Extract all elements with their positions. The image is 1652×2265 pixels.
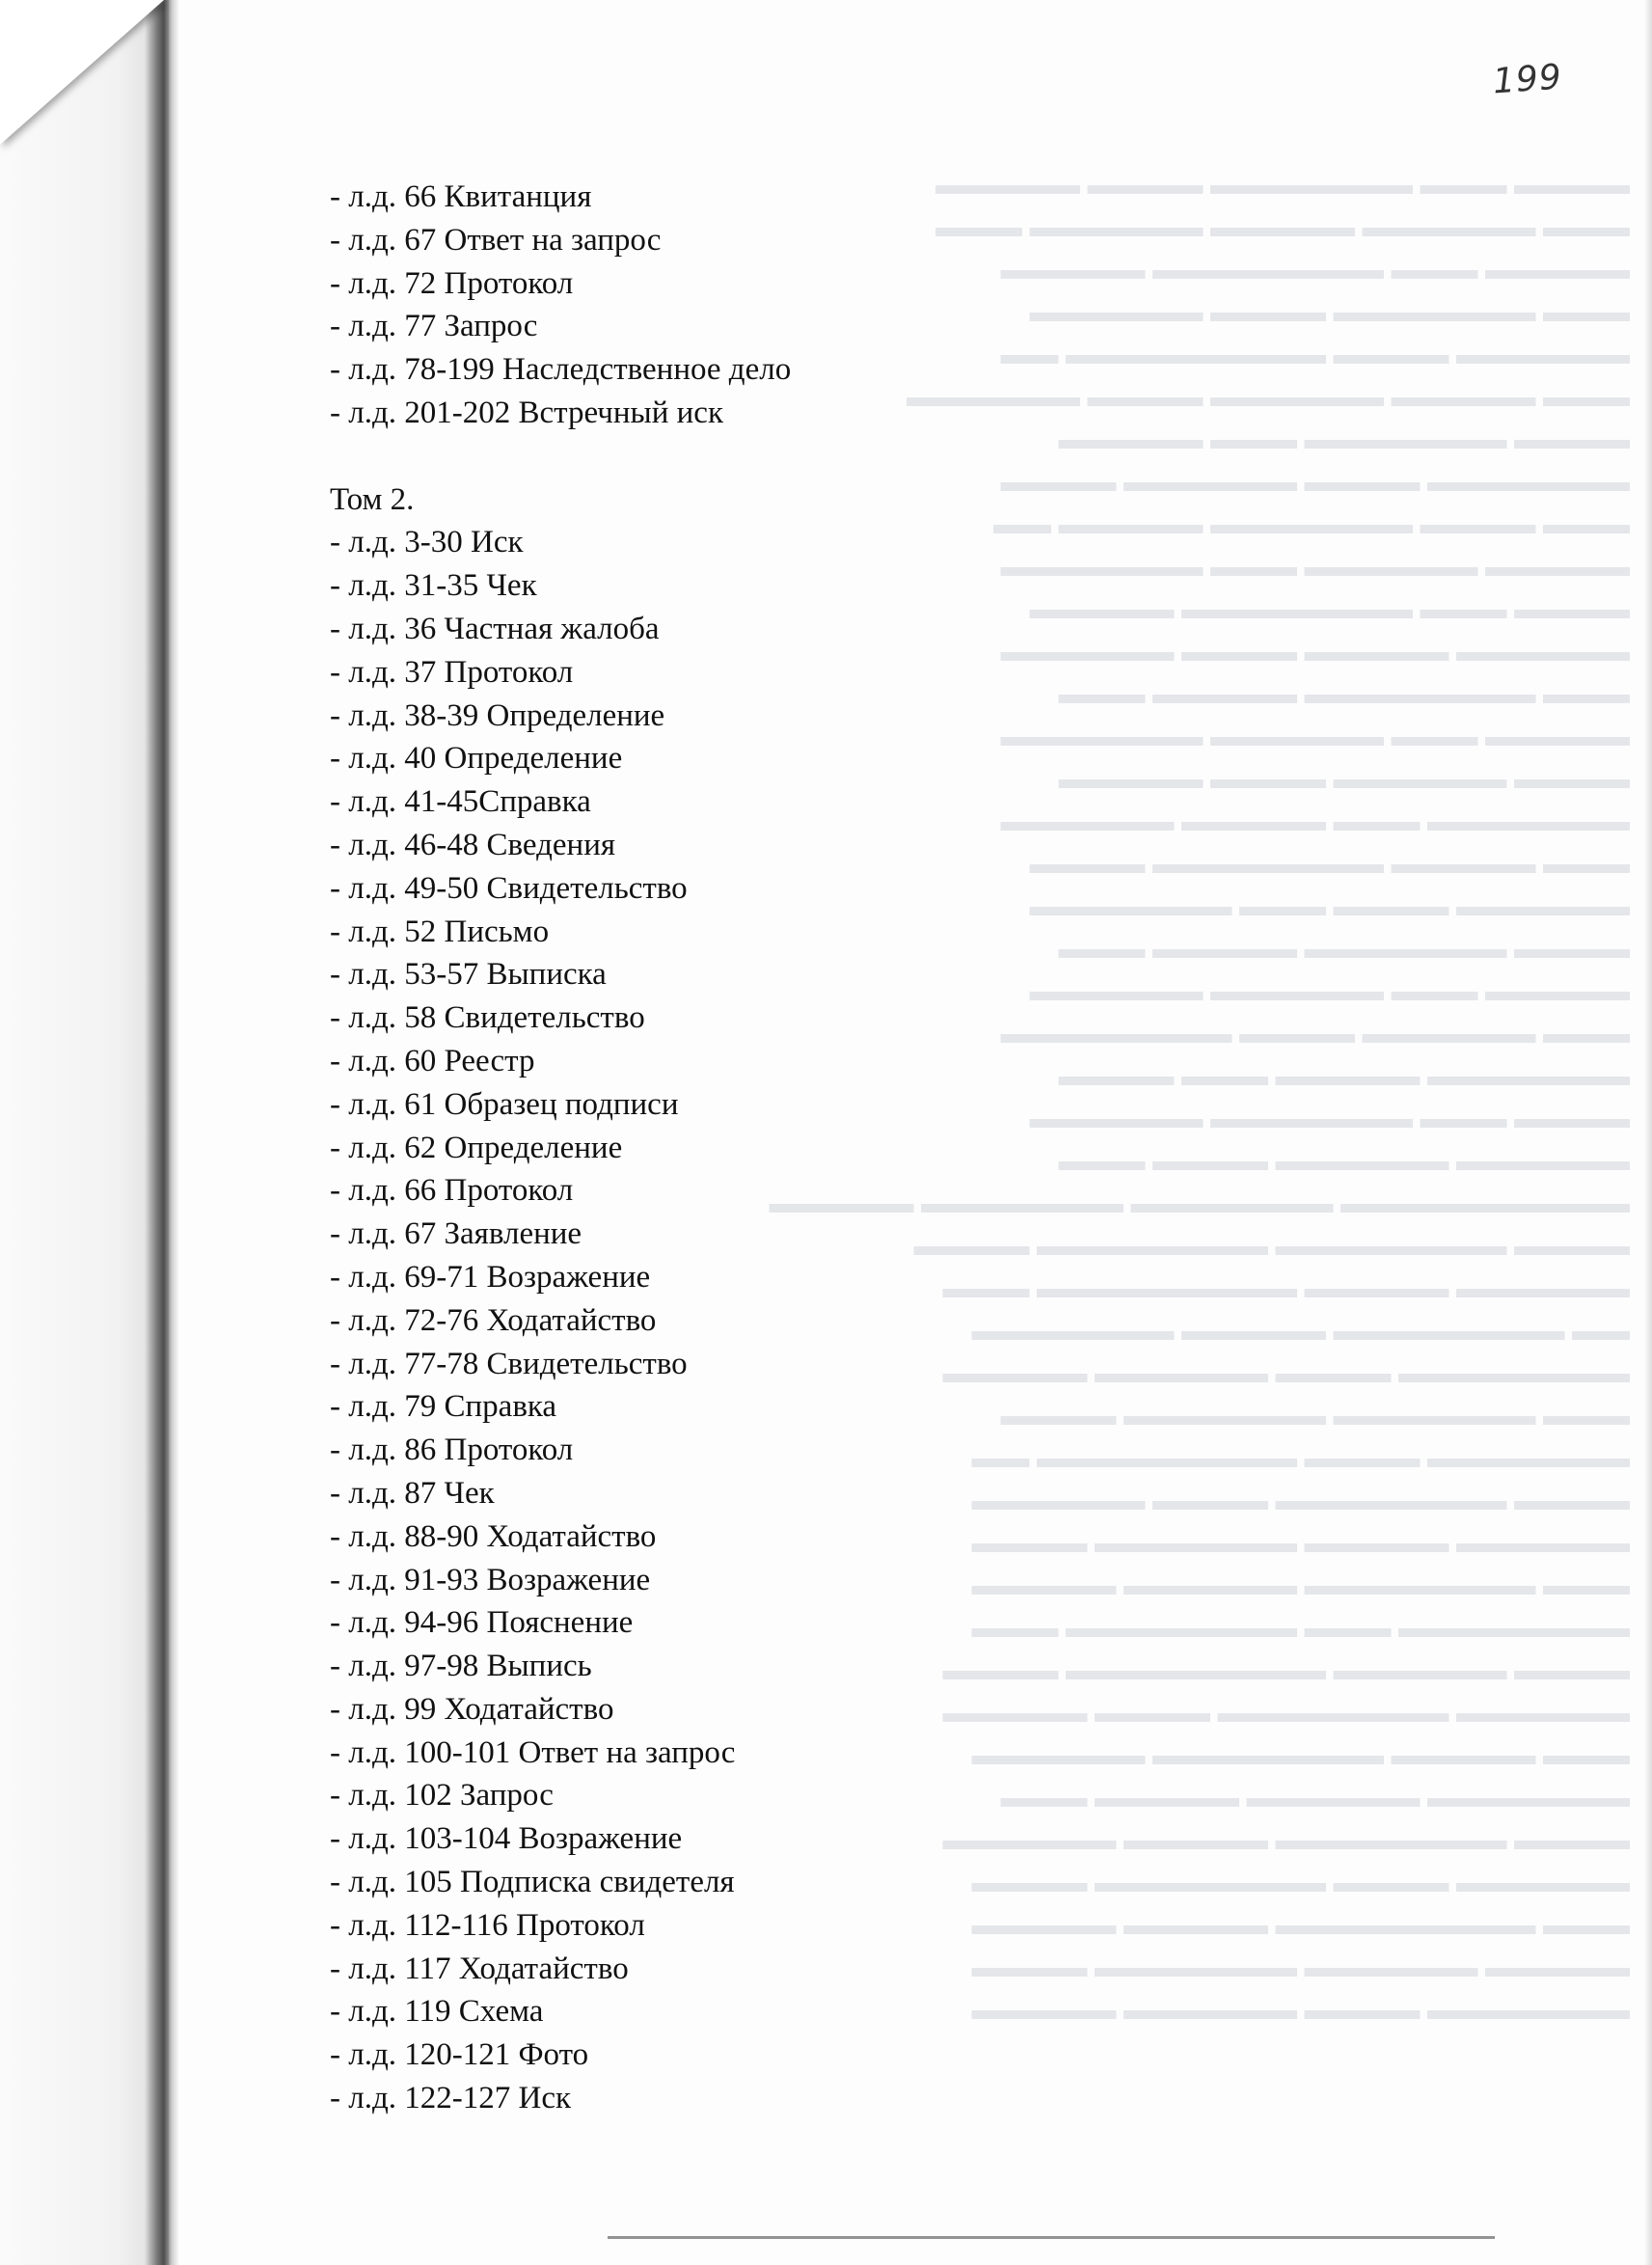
list-item: - л.д. 41-45Справка — [330, 784, 591, 820]
list-item: - л.д. 120-121 Фото — [330, 2037, 589, 2073]
list-item: - л.д. 40 Определение — [330, 741, 623, 777]
list-item: - л.д. 31-35 Чек — [330, 568, 537, 604]
list-item: - л.д. 69-71 Возражение — [330, 1259, 651, 1295]
folded-corner — [0, 0, 164, 145]
document-body — [330, 176, 1294, 2120]
list-item: - л.д. 103-104 Возражение — [330, 1821, 683, 1857]
list-item: - л.д. 66 Квитанция — [330, 179, 592, 214]
list-item: - л.д. 67 Заявление — [330, 1216, 582, 1252]
list-item: - л.д. 53-57 Выписка — [330, 957, 607, 993]
scan-bottom-edge — [608, 2236, 1495, 2239]
list-item: - л.д. 72 Протокол — [330, 265, 574, 301]
list-item: - л.д. 38-39 Определение — [330, 697, 665, 733]
handwritten-page-number: 199 — [1491, 57, 1564, 102]
list-item: - л.д. 86 Протокол — [330, 1433, 574, 1468]
list-item: - л.д. 112-116 Протокол — [330, 1907, 645, 1943]
list-item: - л.д. 37 Протокол — [330, 654, 574, 690]
list-item: - л.д. 201-202 Встречный иск — [330, 395, 723, 430]
list-item: - л.д. 46-48 Сведения — [330, 827, 616, 862]
spacer — [330, 435, 1294, 478]
list-item: - л.д. 62 Определение — [330, 1130, 623, 1165]
list-item: - л.д. 94-96 Пояснение — [330, 1605, 634, 1641]
list-item: - л.д. 102 Запрос — [330, 1778, 554, 1814]
list-item: - л.д. 91-93 Возражение — [330, 1562, 651, 1597]
list-item: - л.д. 66 Протокол — [330, 1173, 574, 1209]
list-item: - л.д. 99 Ходатайство — [330, 1691, 614, 1727]
list-item: - л.д. 117 Ходатайство — [330, 1951, 629, 1986]
bleed-through-texture: ▬▬▬▬ ▬▬▬ ▬▬▬▬▬▬▬ ▬▬▬▬ ▬▬▬▬▬ ▬▬▬ ▬▬▬▬▬▬ ▬▬▬▬▬ ▬▬▬▬▬▬ ▬▬▬ ▬▬▬▬▬ ▬▬▬ ▬▬▬▬▬▬▬▬ ▬▬▬▬▬ ▬▬▬ ▬▬▬▬▬▬▬ ▬▬▬▬ ▬▬▬▬▬▬ ▬▬▬▬▬▬ ▬▬▬▬ ▬▬▬▬▬▬▬▬▬ ▬▬ ▬▬▬ ▬▬▬▬▬ ▬▬▬▬▬▬ ▬▬▬▬ ▬▬▬▬▬▬ ▬▬▬▬ ▬▬▬▬▬▬▬ ▬▬▬ ▬▬▬▬▬ ▬▬▬▬▬▬▬ ▬▬▬▬ ▬▬▬▬▬▬ ▬▬▬▬ ▬▬▬ ▬▬▬▬ ▬▬▬▬▬▬▬ ▬▬▬▬▬ ▬▬ ▬▬▬▬▬ ▬▬▬▬▬▬ ▬▬▬ ▬▬▬▬▬▬▬ ▬▬▬▬ ▬▬▬ ▬▬▬▬▬▬▬▬ ▬▬▬▬▬ ▬▬▬▬▬▬ ▬▬▬▬▬ ▬▬▬▬ ▬▬▬▬▬▬ ▬▬▬ ▬▬▬▬▬▬▬▬ ▬▬▬▬▬ ▬▬▬ ▬▬▬▬▬ ▬▬▬ ▬▬▬▬▬▬ ▬▬▬▬▬▬▬ ▬▬▬▬ ▬▬▬▬▬▬ ▬▬▬▬ ▬▬▬▬▬ ▬▬▬▬▬▬▬ ▬▬▬ ▬▬▬▬▬ ▬▬▬▬▬▬ ▬▬▬ ▬▬▬▬▬ ▬▬▬▬▬▬▬▬ ▬▬▬▬ ▬▬▬▬▬▬ ▬▬▬▬ ▬▬▬ ▬▬▬▬▬▬▬ ▬▬▬▬ ▬▬▬▬▬▬▬ ▬▬▬▬▬ ▬▬▬ ▬▬▬▬▬ ▬▬▬ ▬▬▬▬▬▬ ▬▬▬▬▬▬ ▬▬▬ ▬▬▬▬▬▬ ▬▬▬▬ ▬▬▬▬▬▬▬▬ ▬▬▬▬▬▬▬ ▬▬▬▬▬ ▬▬▬ ▬▬▬▬ ▬▬▬▬ ▬▬▬ ▬▬▬▬▬▬▬ ▬▬▬▬▬▬ ▬▬▬▬▬▬ ▬▬▬▬▬▬ ▬▬▬▬ ▬▬▬ ▬▬▬▬▬▬▬▬▬▬ ▬▬▬▬▬▬▬ ▬▬▬▬▬▬▬ ▬▬▬▬▬ ▬▬▬▬ ▬▬▬▬▬▬▬▬ ▬▬▬▬▬▬▬▬ ▬▬▬▬ ▬▬▬▬▬▬ ▬▬▬▬▬ ▬▬▬▬▬▬▬▬▬ ▬▬▬ ▬▬ ▬▬▬▬▬▬▬▬ ▬▬▬▬▬ ▬▬▬▬▬▬▬ ▬▬▬▬▬▬▬▬ ▬▬▬▬ ▬▬▬▬▬▬ ▬▬▬▬▬ ▬▬▬ ▬▬▬▬▬▬▬ ▬▬▬▬▬▬▬ ▬▬▬▬ ▬▬▬▬▬▬▬ ▬▬▬▬ ▬▬▬▬▬▬▬▬▬ ▬▬ ▬▬▬▬ ▬▬▬▬▬▬▬▬ ▬▬▬▬ ▬▬▬▬▬▬ ▬▬▬▬▬▬ ▬▬▬▬▬ ▬▬▬▬▬▬▬ ▬▬▬▬ ▬▬▬ ▬▬▬▬▬▬▬▬ ▬▬▬▬▬▬ ▬▬▬▬▬ ▬▬▬▬▬▬▬▬ ▬▬▬ ▬▬▬▬▬▬▬▬ ▬▬▬ ▬▬▬▬ ▬▬▬▬▬▬ ▬▬▬▬▬▬▬▬▬ ▬▬▬▬ ▬▬▬▬▬▬ ▬▬▬▬▬▬▬▬ ▬▬▬▬ ▬▬▬▬▬ ▬▬▬ ▬▬▬▬▬ ▬▬▬▬▬▬▬▬ ▬▬▬▬▬▬ ▬▬▬▬▬▬▬ ▬▬▬▬▬▬ ▬▬▬▬▬ ▬▬▬ ▬▬▬▬ ▬▬▬▬▬▬▬▬ ▬▬▬▬▬ ▬▬▬▬▬▬ ▬▬▬▬▬▬ ▬▬▬▬ ▬▬▬▬▬▬▬▬ ▬▬▬▬ ▬▬▬ ▬▬▬▬▬▬▬▬▬ ▬▬▬▬▬ ▬▬▬▬▬ ▬▬▬▬▬ ▬▬▬▬▬▬ ▬▬▬▬▬▬▬ ▬▬▬▬ ▬▬▬▬▬▬▬ ▬▬▬▬ ▬▬▬▬▬▬ ▬▬▬▬▬ — [769, 169, 1630, 2026]
list-item: - л.д. 36 Частная жалоба — [330, 611, 660, 646]
list-item: - л.д. 67 Ответ на запрос — [330, 222, 662, 258]
scan-left-haze — [0, 0, 169, 2265]
list-item: - л.д. 100-101 Ответ на запрос — [330, 1734, 736, 1770]
list-item: - л.д. 88-90 Ходатайство — [330, 1518, 657, 1554]
list-item: - л.д. 119 Схема — [330, 1994, 544, 2030]
list-item: - л.д. 77-78 Свидетельство — [330, 1346, 688, 1381]
list-item: - л.д. 60 Реестр — [330, 1043, 535, 1078]
list-item: - л.д. 122-127 Иск — [330, 2081, 571, 2116]
volume-1-entries — [330, 176, 1294, 435]
list-item: - л.д. 72-76 Ходатайство — [330, 1302, 657, 1338]
list-item: - л.д. 61 Образец подписи — [330, 1086, 679, 1122]
volume-2-entries — [330, 521, 1294, 2119]
list-item: - л.д. 87 Чек — [330, 1475, 495, 1511]
scan-binding-shadow — [145, 0, 179, 2265]
list-item: - л.д. 49-50 Свидетельство — [330, 870, 688, 906]
list-item: - л.д. 3-30 Иск — [330, 525, 524, 560]
list-item: - л.д. 97-98 Выпись — [330, 1649, 592, 1684]
list-item: - л.д. 105 Подписка свидетеля — [330, 1865, 735, 1900]
list-item: - л.д. 77 Запрос — [330, 309, 538, 344]
scan-right-edge — [1644, 0, 1652, 2265]
volume-heading: Том 2. — [330, 481, 415, 517]
list-item: - л.д. 52 Письмо — [330, 914, 550, 949]
list-item: - л.д. 79 Справка — [330, 1389, 557, 1425]
list-item: - л.д. 78-199 Наследственное дело — [330, 352, 792, 388]
list-item: - л.д. 58 Свидетельство — [330, 1000, 645, 1036]
